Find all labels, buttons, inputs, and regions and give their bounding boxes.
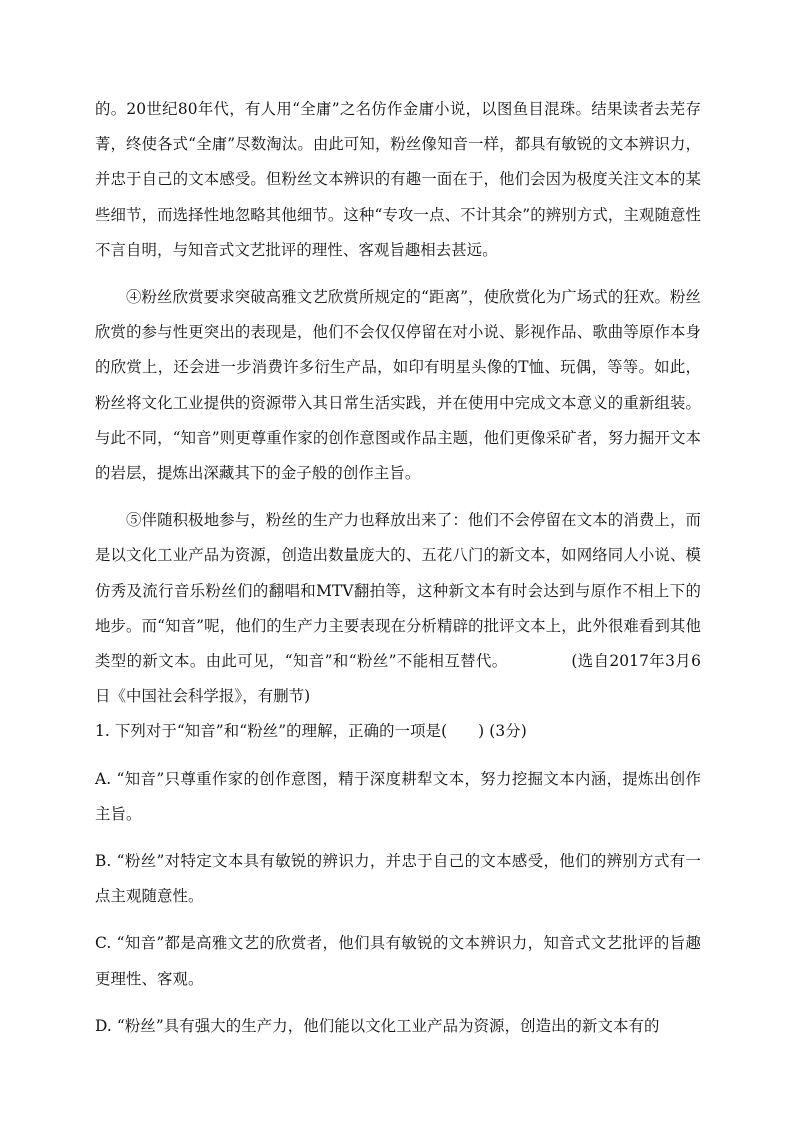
paragraph-5 bbox=[95, 503, 701, 714]
source-citation: (选自2017年3月6日《中国社会科学报》，有删节) bbox=[95, 652, 701, 706]
paragraph-4: ④粉丝欣赏要求突破高雅文艺欣赏所规定的“距离”，使欣赏化为广场式的狂欢。粉丝欣赏的参与性更突出的表现是，他们不会仅仅停留在对小说、影视作品、歌曲等原作本身的欣赏上，还会进一步消费许多衍生产品，如印有明星头像的T恤、玩偶，等等。如此，粉丝将文化工业提供的资源带入其日常生活实践，并在使用中完成文本意义的重新组装。与此不同，“知音”则更尊重作家的创作意图或作品主题，他们更像采矿者，努力掘开文本的岩层，提炼出深藏其下的金子般的创作主旨。 bbox=[95, 288, 701, 483]
option-b: B. “粉丝”对特定文本具有敏锐的辨识力，并忠于自己的文本感受，他们的辨别方式有一点主观随意性。 bbox=[95, 852, 701, 906]
option-c: C. “知音”都是高雅文艺的欣赏者，他们具有敏锐的文本辨识力，知音式文艺批评的旨趣更理性、客观。 bbox=[95, 934, 701, 988]
document-page bbox=[95, 92, 701, 1044]
question-stem: 1. 下列对于“知音”和“粉丝”的理解，正确的一项是( ) (3分) bbox=[95, 722, 527, 741]
paragraph-gap bbox=[95, 491, 701, 503]
paragraph-gap bbox=[95, 268, 701, 280]
option-d: D. “粉丝”具有强大的生产力，他们能以文化工业产品为资源，创造出的新文本有的 bbox=[95, 1016, 660, 1035]
paragraph-3-continued: 的。20世纪80年代，有人用“全庸”之名仿作金庸小说，以图鱼目混珠。结果读者去芜存菁，终使各式“全庸”尽数淘汰。由此可知，粉丝像知音一样，都具有敏锐的文本辨识力，并忠于自己的文本感受。但粉丝文本辨识的有趣一面在于，他们会因为极度关注文本的某些细节，而选择性地忽略其他细节。这种“专攻一点、不计其余”的辨别方式，主观随意性不言自明，与知音式文艺批评的理性、客观旨趣相去甚远。 bbox=[95, 100, 701, 259]
paragraph-5-text: ⑤伴随积极地参与，粉丝的生产力也释放出来了：他们不会停留在文本的消费上，而是以文化工业产品为资源，创造出数量庞大的、五花八门的新文本，如网络同人小说、模仿秀及流行音乐粉丝们的翻唱和MTV翻拍等，这种新文本有时会达到与原作不相上下的地步。而“知音”呢，他们的生产力主要表现在分析精辟的批评文本上，此外很难看到其他类型的新文本。由此可见，“知音”和“粉丝”不能相互替代。 bbox=[95, 511, 701, 671]
option-a: A. “知音”只尊重作家的创作意图，精于深度耕犁文本，努力挖掘文本内涵，提炼出创作主旨。 bbox=[95, 769, 701, 823]
